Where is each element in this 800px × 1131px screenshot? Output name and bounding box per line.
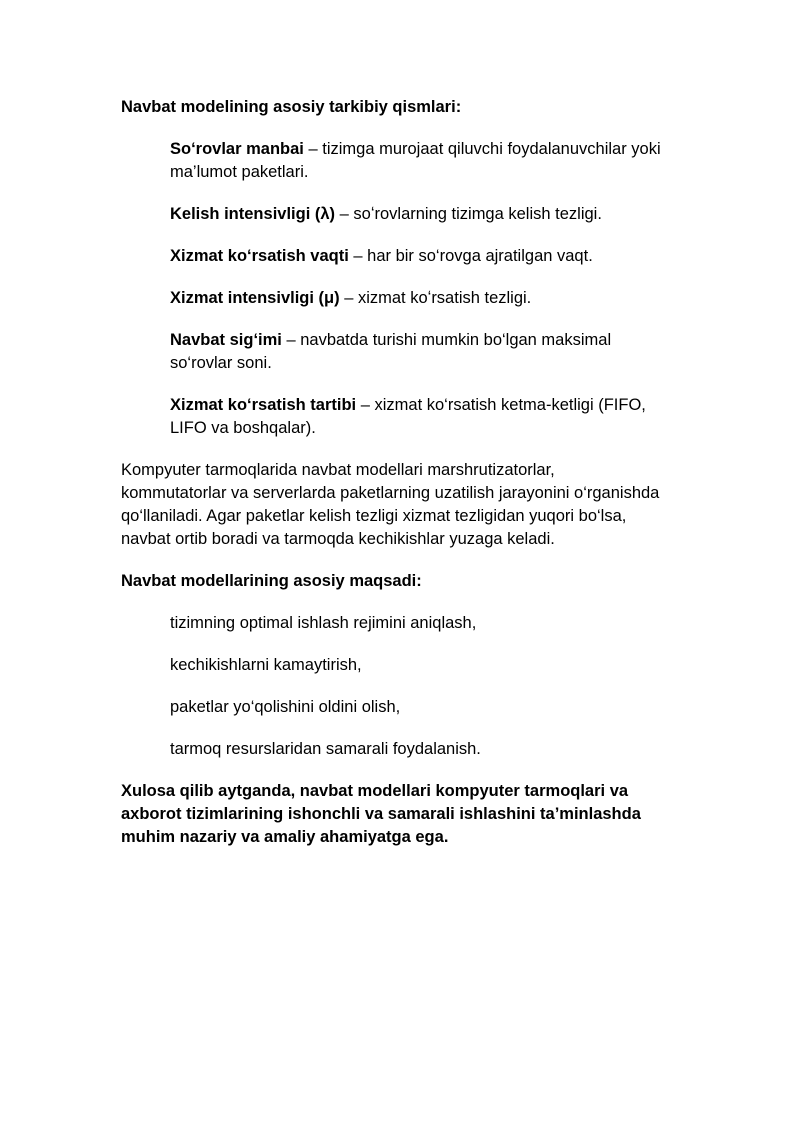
conclusion-paragraph: Xulosa qilib aytganda, navbat modellari kompyuter tarmoqlari va axborot tizimlarining ishonchli va samarali ishlashini ta’minlashda muhim nazariy va amaliy ahamiyatga ega. (121, 782, 641, 846)
component-item (170, 138, 670, 184)
component-term: Xizmat intensivligi (μ) (170, 289, 340, 307)
component-description: – navbatda turishi mumkin bo‘lgan maksimal so‘rovlar soni. (170, 331, 612, 372)
document-body (121, 96, 681, 849)
component-description: – xizmat ko‘rsatish ketma-ketligi (FIFO, LIFO va boshqalar). (170, 396, 646, 437)
components-heading: Navbat modelining asosiy tarkibiy qismlari: (121, 98, 462, 116)
component-term: Xizmat ko‘rsatish vaqti (170, 247, 349, 265)
component-term: Kelish intensivligi (λ) (170, 205, 336, 223)
goal-item: tarmoq resurslaridan samarali foydalanish. (170, 740, 481, 758)
goals-list (121, 612, 681, 761)
goal-item: paketlar yo‘qolishini oldini olish, (170, 698, 401, 716)
component-description: – soʻrovlarning tizimga kelish tezligi. (335, 205, 602, 223)
goal-item: tizimning optimal ishlash rejimini aniqlash, (170, 614, 477, 632)
component-term: So‘rovlar manbai (170, 140, 304, 158)
component-item (170, 245, 670, 268)
components-list (121, 138, 681, 440)
component-description: – tizimga murojaat qiluvchi foydalanuvchilar yoki ma’lumot paketlari. (170, 140, 661, 181)
goal-item: kechikishlarni kamaytirish, (170, 656, 362, 674)
component-item (170, 287, 670, 310)
component-description: – har bir so‘rovga ajratilgan vaqt. (348, 247, 593, 265)
component-term: Xizmat ko‘rsatish tartibi (170, 396, 357, 414)
component-item (170, 203, 670, 226)
component-item (170, 329, 670, 375)
body-paragraph: Kompyuter tarmoqlarida navbat modellari marshrutizatorlar, kommutatorlar va serverlarda paketlarning uzatilish jarayonini o‘rganishda qo‘llaniladi. Agar paketlar kelish tezligi xizmat tezligidan yuqori bo‘lsa, navbat ortib boradi va tarmoqda kechikishlar yuzaga keladi. (121, 461, 660, 548)
component-term: Navbat sig‘imi (170, 331, 282, 349)
component-description: – xizmat koʻrsatish tezligi. (339, 289, 532, 307)
goals-heading: Navbat modellarining asosiy maqsadi: (121, 572, 422, 590)
component-item (170, 394, 670, 440)
